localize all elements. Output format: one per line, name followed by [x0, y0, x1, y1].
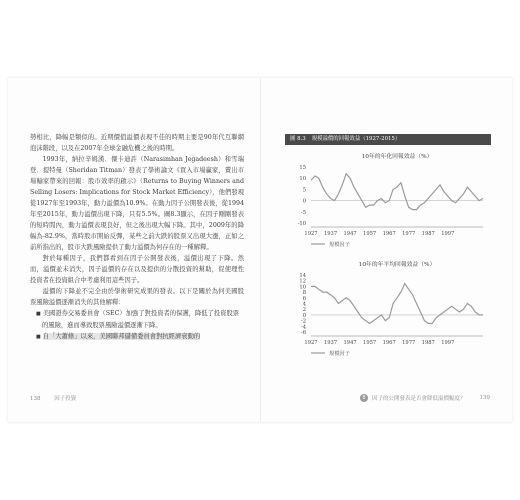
y-tick-label: 5: [302, 187, 306, 194]
y-tick-label: 10: [299, 284, 306, 291]
figure-caption: 規模溢價的回報效益（1927-2015）: [311, 136, 401, 142]
bullet-item: [30, 331, 244, 343]
paragraph: 溢價的下降並不完全由於學術研究成果的發表。以下是關於為何美國股票風險溢價逐漸消失的其他解釋：: [30, 288, 244, 306]
x-tick-label: 1947: [343, 340, 357, 346]
x-tick-label: 1987: [421, 231, 435, 237]
paragraph: 對於每種因子，我們都看到在因子公開發表後，溢價出現了下降。然而，溢價並未消失，因子溢價的存在以及提供的分散投資的幫助，促使理性投資者在投資組合中考慮利用這些因子。: [30, 255, 244, 284]
x-tick-label: 1937: [323, 340, 338, 346]
y-tick-label: 0: [302, 198, 306, 205]
y-tick-label: -10: [297, 221, 306, 227]
x-tick-label: 1927: [304, 231, 318, 237]
y-tick-label: 2: [302, 307, 306, 314]
chart-title: 10年的年平均回報效益（%）: [358, 262, 436, 268]
bullet-text: 美國證券交易委員會（SEC）加強了對投資者的保護，降低了投資股票的風險，進而導致股票風險溢價逐漸下降。: [42, 310, 240, 329]
y-tick-label: 12: [299, 278, 306, 285]
x-tick-label: 1977: [402, 340, 416, 346]
y-tick-label: -5: [300, 209, 306, 216]
x-tick-label: 1927: [304, 340, 318, 346]
running-head: 因子的公開發表是否會降低溢價幅度？: [371, 396, 466, 402]
bullet-text: 自「大蕭條」以來，美國聯邦儲備委員會對抗經濟衰動的: [42, 333, 201, 340]
legend-label: 規模因子: [329, 351, 350, 357]
chart-average: [285, 253, 491, 362]
chart-annualized: [285, 145, 491, 253]
paragraph: 1993年，納拉辛姆漢．傑卡迪許（Narasimhan Jegadeesh）和雪瑞登．提特曼（Sheridan Titman）發表了學術論文《買入市場贏家，賣出市場輸家帶來的回報：股市效率的啟示》（Returns to Buying Winners and Selling Losers: Implications for Stock Market Efficiency），他們發現從1927年至1993年，動力溢價為10.9%。在動力因子公開發表後，從1994年至2015年，動力溢價出現下降，只有5.5%。圖8.3顯示，在因子剛剛發表的短時間內，動力溢價表現良好，但之後出現大幅下降。其中，2009年的降幅為-82.9%，當時股市開始反彈，某些之前大跌的股票又出現大漲，正如之前所指出的，股市大跌風險提供了動力溢價為何存在的一種解釋。: [30, 156, 244, 251]
y-tick-label: -2: [300, 318, 306, 325]
x-tick-label: 1937: [323, 231, 338, 237]
left-page-body: [30, 132, 244, 343]
book-spread: [8, 78, 512, 422]
y-tick-label: 6: [302, 295, 306, 302]
book-gutter: [260, 78, 261, 422]
series-line: [311, 174, 483, 210]
series-line: [311, 284, 483, 324]
y-tick-label: -4: [300, 324, 306, 331]
chapter-badge: 8: [360, 394, 368, 402]
x-tick-label: 1987: [421, 340, 435, 346]
y-tick-label: 0: [302, 312, 306, 319]
page-number: 138: [30, 396, 41, 402]
x-tick-label: 1997: [441, 340, 455, 346]
figure-header: [285, 134, 491, 145]
x-tick-label: 1967: [382, 340, 396, 346]
y-tick-label: 4: [302, 301, 306, 308]
y-tick-label: 10: [299, 176, 306, 183]
chart-title: 10年的年化回報效益（%）: [361, 154, 433, 160]
figure: [285, 134, 491, 362]
page-number: 139: [479, 395, 490, 401]
x-tick-label: 1997: [441, 231, 455, 237]
legend-label: 規模因子: [329, 242, 350, 248]
right-folio: [360, 394, 490, 402]
bullet-item: [30, 308, 244, 331]
x-tick-label: 1977: [402, 231, 416, 237]
y-tick-label: -6: [300, 330, 306, 336]
x-tick-label: 1957: [363, 231, 377, 237]
paragraph: 勢相比，降幅是類似的。近期價值溢價表現不佳的時期主要是90年代互聯網泡沫階段，以及在2007年全球金融危機之後的時期。: [30, 134, 244, 152]
x-tick-label: 1957: [363, 340, 377, 346]
running-head: 因子投資: [54, 396, 77, 402]
y-tick-label: 15: [299, 165, 306, 171]
left-folio: [30, 394, 88, 402]
y-tick-label: 8: [302, 290, 306, 297]
x-tick-label: 1947: [343, 231, 357, 237]
y-tick-label: 14: [299, 273, 306, 279]
figure-label: 圖 8.3: [290, 136, 306, 142]
x-tick-label: 1967: [382, 231, 396, 237]
